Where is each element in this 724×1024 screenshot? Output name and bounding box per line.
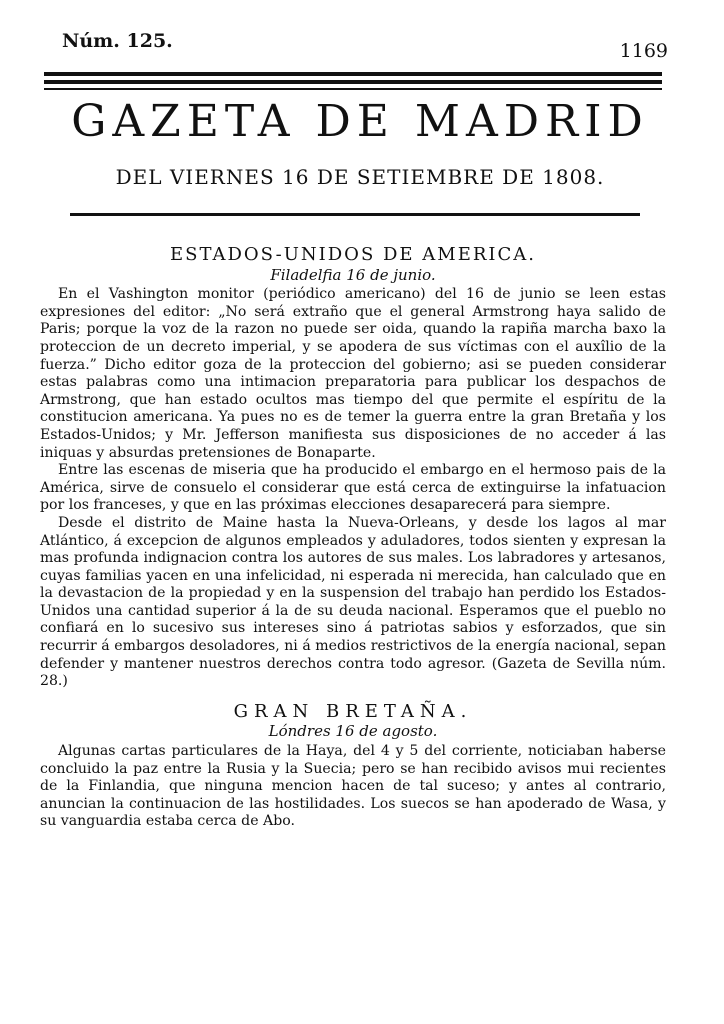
masthead-title: GAZETA DE MADRID	[71, 96, 649, 147]
issue-number: Núm. 125.	[62, 30, 173, 52]
article-column	[40, 246, 666, 831]
paragraph: Entre las escenas de miseria que ha producido el embargo en el hermoso pais de la América, sirve de consuelo el considerar que está cerca de extinguirse la infatuacion por los franceses, y que en las próximas elecciones desaparecerá para siempre.	[40, 462, 666, 514]
dateline: Filadelfia 16 de junio.	[270, 265, 436, 284]
header-rule	[44, 88, 662, 90]
paragraph: En el Vashington monitor (periódico americano) del 16 de junio se leen estas expresiones del editor: „No será extraño que el general Armstrong haya salido de Paris; porque la voz de la razon no puede ser oida, quando la rapiña marcha baxo la proteccion de un decreto imperial, y se apodera de sus víctimas con el auxîlio de la fuerza.” Dicho editor goza de la proteccion del gobierno; asi se pueden considerar estas palabras como una intimacion preparatoria para publicar los despachos de Armstrong, que han estado ocultos mas tiempo del que permite el espíritu de la constitucion americana. Ya pues no es de temer la guerra entre la gran Bretaña y los Estados-Unidos; y Mr. Jefferson manifiesta sus disposiciones de no acceder á las iniquas y absurdas pretensiones de Bonaparte.	[40, 286, 666, 461]
dateline: Lóndres 16 de agosto.	[268, 722, 438, 741]
header-rule	[44, 72, 662, 76]
page-number: 1169	[619, 40, 668, 62]
section-heading: GRAN BRETAÑA.	[233, 700, 473, 722]
paragraph: Desde el distrito de Maine hasta la Nueva-Orleans, y desde los lagos al mar Atlántico, á excepcion de algunos empleados y aduladores, todos sienten y expresan la mas profunda indignacion contra los autores de sus males. Los labradores y artesanos, cuyas familias yacen en una infelicidad, ni esperada ni merecida, han calculado que en la devastacion de la propiedad y en la suspension del trabajo han perdido los Estados-Unidos una cantidad superior á la de su deuda nacional. Esperamos que el pueblo no confiará en lo sucesivo sus intereses sino á patriotas sabios y esforzados, que sin recurrir á embargos desoladores, ni á medios restrictivos de la energía nacional, sepan defender y mantener nuestros derechos contra todo agresor. (Gazeta de Sevilla núm. 28.)	[40, 514, 666, 690]
section-heading: ESTADOS-UNIDOS DE AMERICA.	[169, 244, 537, 265]
paragraph: Algunas cartas particulares de la Haya, del 4 y 5 del corriente, noticiaban haberse concluido la paz entre la Rusia y la Suecia; pero se han recibido avisos mui recientes de la Finlandia, que ninguna mencion hacen de tal suceso; y antes al contrario, anuncian la continuacion de las hostilidades. Los suecos se han apoderado de Wasa, y su vanguardia estaba cerca de Abo.	[40, 743, 666, 830]
issue-date: DEL VIERNES 16 DE SETIEMBRE DE 1808.	[115, 165, 605, 189]
header-rule	[44, 80, 662, 84]
masthead-rule	[70, 213, 640, 216]
